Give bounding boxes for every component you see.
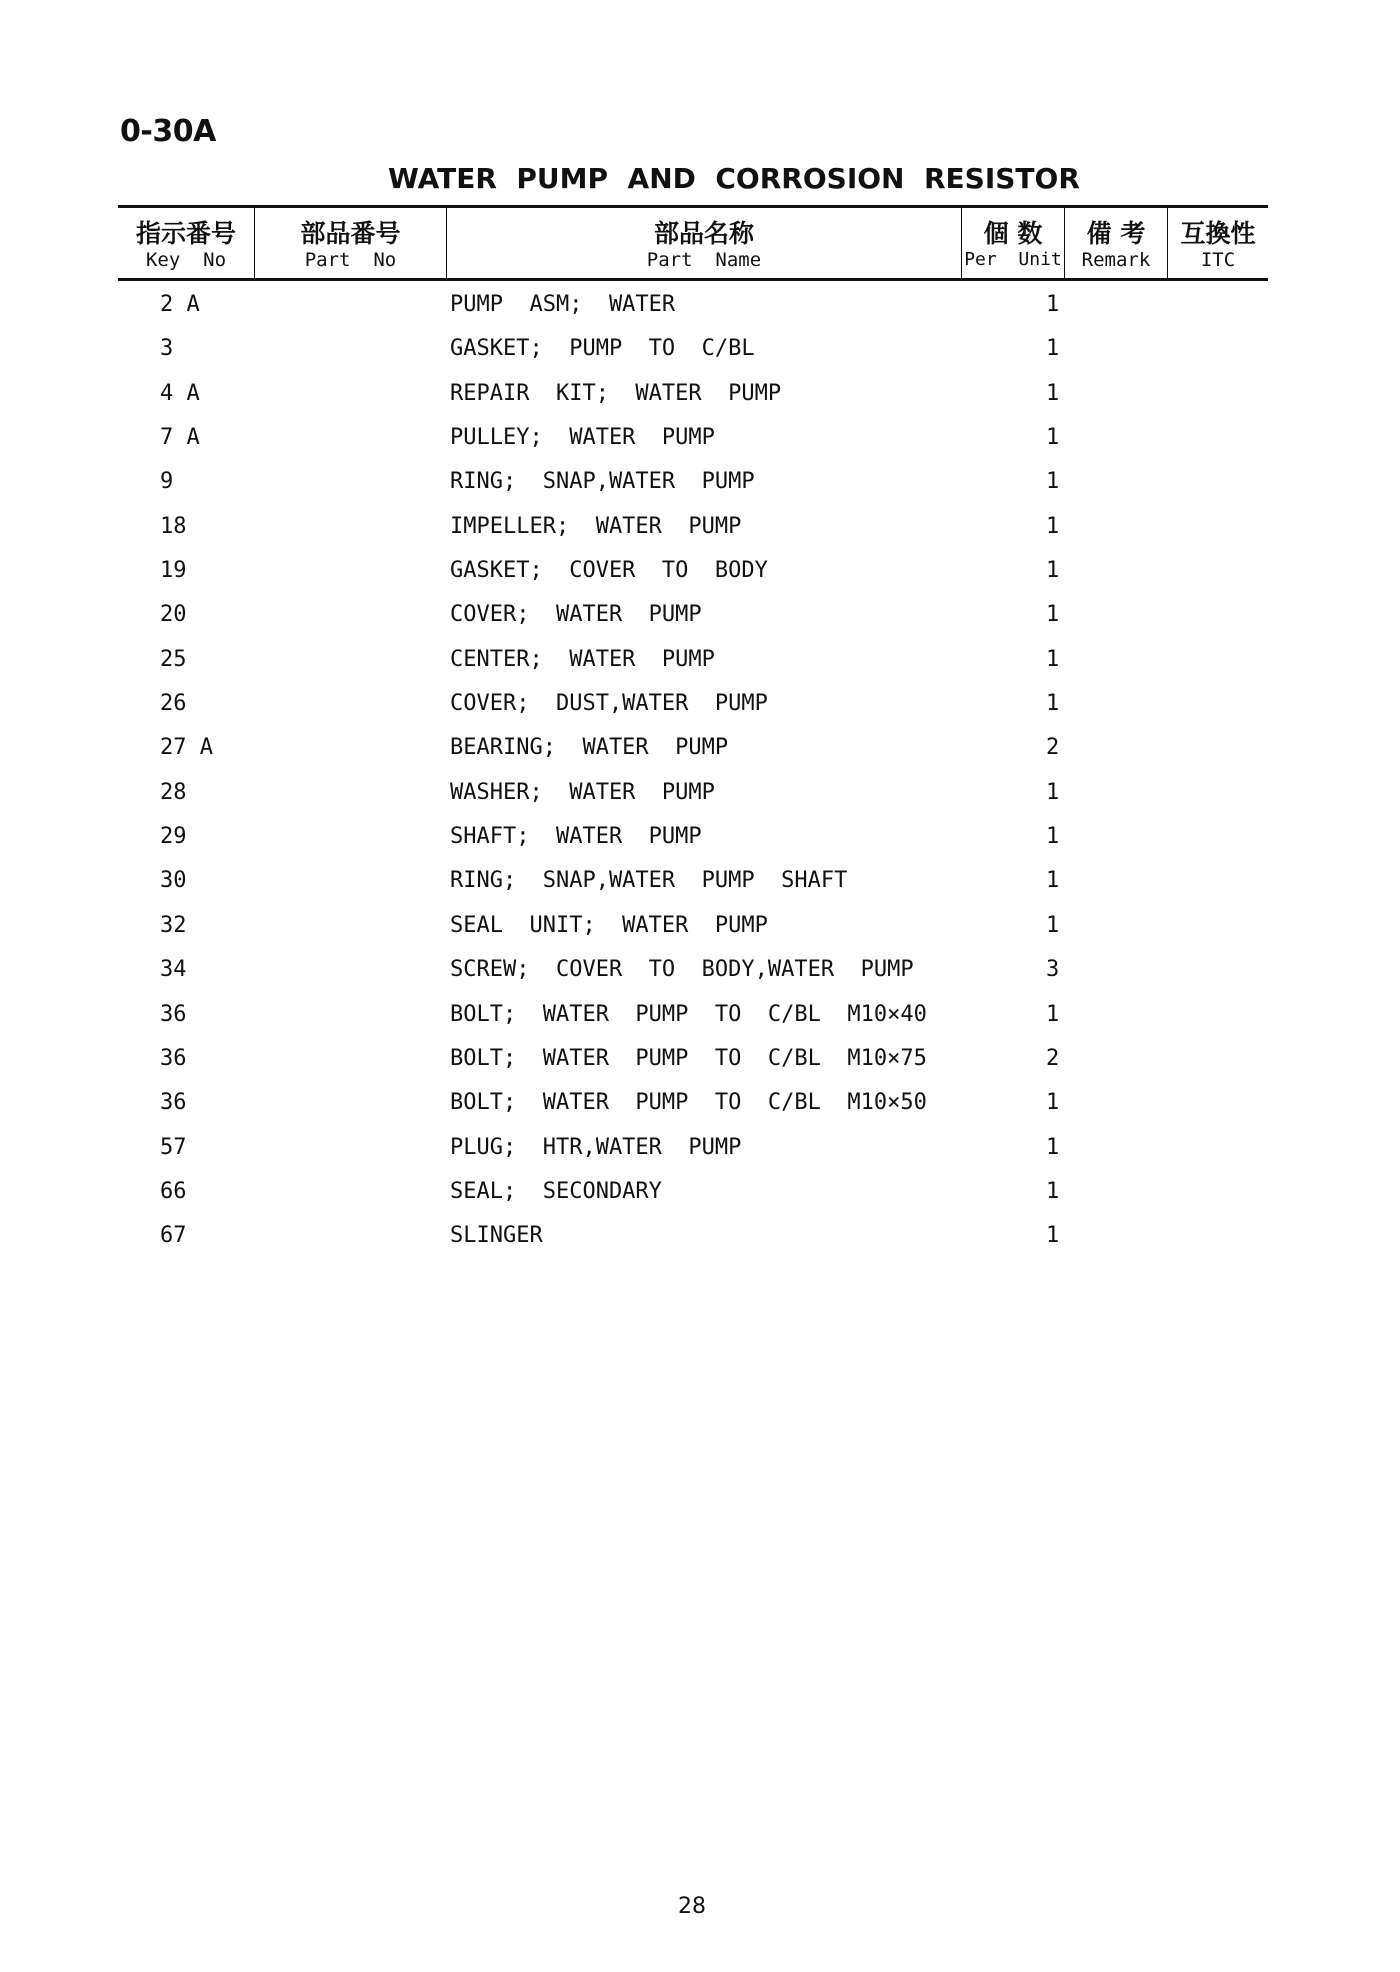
part-name: COVER; WATER PUMP: [450, 602, 702, 628]
header-part-no-cn: 部品番号: [300, 219, 401, 248]
table-row: [0, 1090, 1400, 1134]
table-row: [0, 381, 1400, 425]
per-unit: 1: [1046, 336, 1060, 362]
header-key-no-en: Key No: [145, 249, 227, 271]
part-name: BOLT; WATER PUMP TO C/BL M10×40: [450, 1001, 927, 1027]
table-row: [0, 336, 1400, 380]
part-name: SCREW; COVER TO BODY,WATER PUMP: [450, 957, 914, 983]
key-no: 26: [160, 691, 187, 717]
part-name: REPAIR KIT; WATER PUMP: [450, 380, 782, 406]
part-name: BOLT; WATER PUMP TO C/BL M10×50: [450, 1090, 927, 1116]
part-name: BEARING; WATER PUMP: [450, 735, 729, 761]
table-row: [0, 868, 1400, 912]
table-header: [118, 205, 1268, 281]
table-row: [0, 602, 1400, 646]
per-unit: 1: [1046, 292, 1060, 317]
header-itc-cn: 互換性: [1180, 219, 1256, 248]
key-no: 34: [160, 957, 187, 983]
header-unit: [962, 208, 1065, 278]
per-unit: 1: [1046, 646, 1060, 672]
part-name: SEAL UNIT; WATER PUMP: [450, 912, 768, 938]
table-row: [0, 647, 1400, 691]
per-unit: 1: [1046, 824, 1060, 850]
per-unit: 1: [1046, 380, 1060, 406]
key-no: 30: [160, 868, 187, 894]
part-name: GASKET; PUMP TO C/BL: [450, 336, 755, 362]
header-itc: [1168, 208, 1268, 278]
key-no: 19: [160, 558, 187, 584]
per-unit: 1: [1046, 425, 1060, 451]
table-row: [0, 1002, 1400, 1046]
part-name: PLUG; HTR,WATER PUMP: [450, 1134, 742, 1160]
table-row: [0, 691, 1400, 735]
key-no: 7 A: [160, 425, 200, 451]
key-no: 27 A: [160, 735, 213, 761]
header-part-no-en: Part No: [304, 249, 397, 271]
per-unit: 1: [1046, 469, 1060, 495]
key-no: 9: [160, 469, 174, 495]
per-unit: 1: [1046, 513, 1060, 539]
per-unit: 1: [1046, 912, 1060, 938]
header-itc-en: ITC: [1200, 249, 1236, 271]
header-part-name-en: Part Name: [646, 249, 762, 271]
key-no: 32: [160, 912, 187, 938]
per-unit: 1: [1046, 779, 1060, 805]
per-unit: 1: [1046, 558, 1060, 584]
header-part-no: [255, 208, 447, 278]
header-part-name: [447, 208, 962, 278]
key-no: 29: [160, 824, 187, 850]
per-unit: 1: [1046, 602, 1060, 628]
table-row: [0, 780, 1400, 824]
part-name: BOLT; WATER PUMP TO C/BL M10×75: [450, 1045, 927, 1071]
part-name: COVER; DUST,WATER PUMP: [450, 691, 768, 717]
parts-table-body: [0, 292, 1400, 1268]
key-no: 25: [160, 646, 187, 672]
table-row: [0, 1223, 1400, 1267]
header-key-no: [118, 208, 255, 278]
table-row: [0, 913, 1400, 957]
part-name: SEAL; SECONDARY: [450, 1178, 662, 1204]
header-part-name-cn: 部品名称: [653, 219, 754, 248]
table-row: [0, 824, 1400, 868]
table-row: [0, 735, 1400, 779]
table-row: [0, 1046, 1400, 1090]
part-name: SLINGER: [450, 1223, 543, 1249]
header-remark: [1065, 208, 1168, 278]
part-name: CENTER; WATER PUMP: [450, 646, 715, 672]
header-key-no-cn: 指示番号: [135, 219, 236, 248]
table-row: [0, 957, 1400, 1001]
key-no: 2 A: [160, 292, 200, 317]
per-unit: 1: [1046, 1178, 1060, 1204]
key-no: 28: [160, 779, 187, 805]
part-name: GASKET; COVER TO BODY: [450, 558, 768, 584]
table-row: [0, 514, 1400, 558]
table-row: [0, 1135, 1400, 1179]
per-unit: 2: [1046, 735, 1060, 761]
part-name: RING; SNAP,WATER PUMP: [450, 469, 755, 495]
per-unit: 1: [1046, 1223, 1060, 1249]
key-no: 3: [160, 336, 174, 362]
header-unit-en: Per Unit: [964, 249, 1062, 270]
per-unit: 1: [1046, 1134, 1060, 1160]
header-unit-cn: 個 数: [983, 219, 1043, 248]
page-number: 28: [678, 1894, 706, 1919]
table-row: [0, 292, 1400, 336]
page-code: 0-30A: [120, 114, 216, 149]
key-no: 36: [160, 1090, 187, 1116]
key-no: 20: [160, 602, 187, 628]
page-title: WATER PUMP AND CORROSION RESISTOR: [388, 162, 1080, 195]
per-unit: 1: [1046, 1001, 1060, 1027]
key-no: 4 A: [160, 380, 200, 406]
part-name: WASHER; WATER PUMP: [450, 779, 715, 805]
header-remark-en: Remark: [1081, 249, 1151, 271]
table-row: [0, 558, 1400, 602]
part-name: PUMP ASM; WATER: [450, 292, 676, 317]
per-unit: 1: [1046, 868, 1060, 894]
part-name: PULLEY; WATER PUMP: [450, 425, 715, 451]
key-no: 36: [160, 1001, 187, 1027]
per-unit: 1: [1046, 1090, 1060, 1116]
key-no: 67: [160, 1223, 187, 1249]
table-row: [0, 425, 1400, 469]
part-name: RING; SNAP,WATER PUMP SHAFT: [450, 868, 848, 894]
per-unit: 2: [1046, 1045, 1060, 1071]
per-unit: 3: [1046, 957, 1060, 983]
key-no: 36: [160, 1045, 187, 1071]
part-name: SHAFT; WATER PUMP: [450, 824, 702, 850]
key-no: 66: [160, 1178, 187, 1204]
table-row: [0, 469, 1400, 513]
key-no: 18: [160, 513, 187, 539]
key-no: 57: [160, 1134, 187, 1160]
part-name: IMPELLER; WATER PUMP: [450, 513, 742, 539]
header-remark-cn: 備 考: [1086, 219, 1146, 248]
per-unit: 1: [1046, 691, 1060, 717]
table-row: [0, 1179, 1400, 1223]
